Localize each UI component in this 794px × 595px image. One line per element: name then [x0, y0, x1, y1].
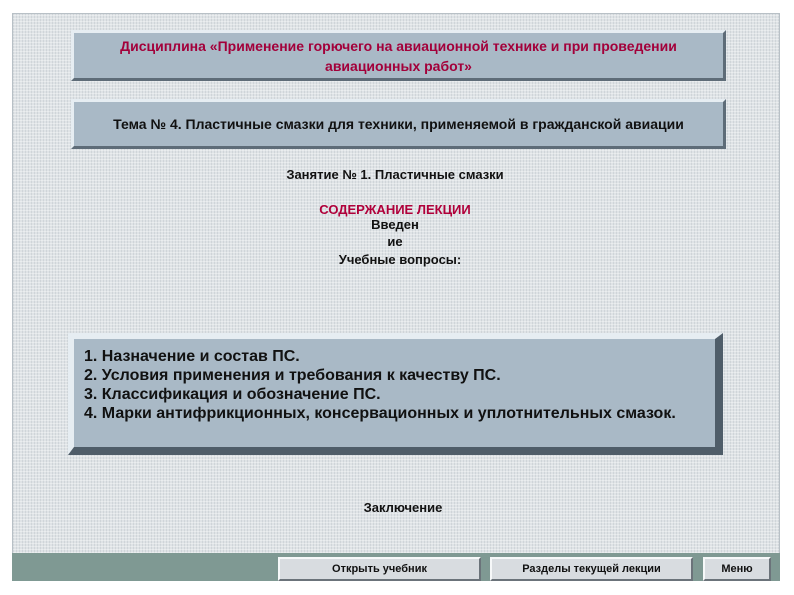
- discipline-banner: [71, 30, 726, 81]
- menu-button[interactable]: Меню: [703, 557, 771, 581]
- topic-title: Тема № 4. Пластичные смазки для техники, применяемой в гражданской авиации: [113, 115, 684, 132]
- introduction-line-2: ие: [387, 234, 403, 249]
- question-item[interactable]: 3. Классификация и обозначение ПС.: [84, 386, 381, 403]
- question-item[interactable]: 4. Марки антифрикционных, консервационных и уплотнительных смазок.: [84, 405, 676, 422]
- contents-heading: СОДЕРЖАНИЕ ЛЕКЦИИ: [319, 202, 471, 217]
- questions-panel: [68, 333, 723, 455]
- questions-heading: Учебные вопросы:: [338, 252, 462, 267]
- lesson-title: Занятие № 1. Пластичные смазки: [286, 167, 504, 182]
- question-item[interactable]: 1. Назначение и состав ПС.: [84, 348, 300, 365]
- questions-list: [84, 347, 676, 423]
- topic-banner: [71, 99, 726, 149]
- discipline-title: Дисциплина «Применение горючего на авиационной технике и при проведении авиационных работ»: [120, 37, 677, 74]
- open-textbook-button[interactable]: Открыть учебник: [278, 557, 481, 581]
- introduction-line-1: Введен: [371, 217, 419, 232]
- conclusion-link[interactable]: Заключение: [363, 500, 443, 515]
- question-item[interactable]: 2. Условия применения и требования к качеству ПС.: [84, 367, 501, 384]
- lecture-sections-button[interactable]: Разделы текущей лекции: [490, 557, 693, 581]
- introduction-link[interactable]: [360, 216, 430, 250]
